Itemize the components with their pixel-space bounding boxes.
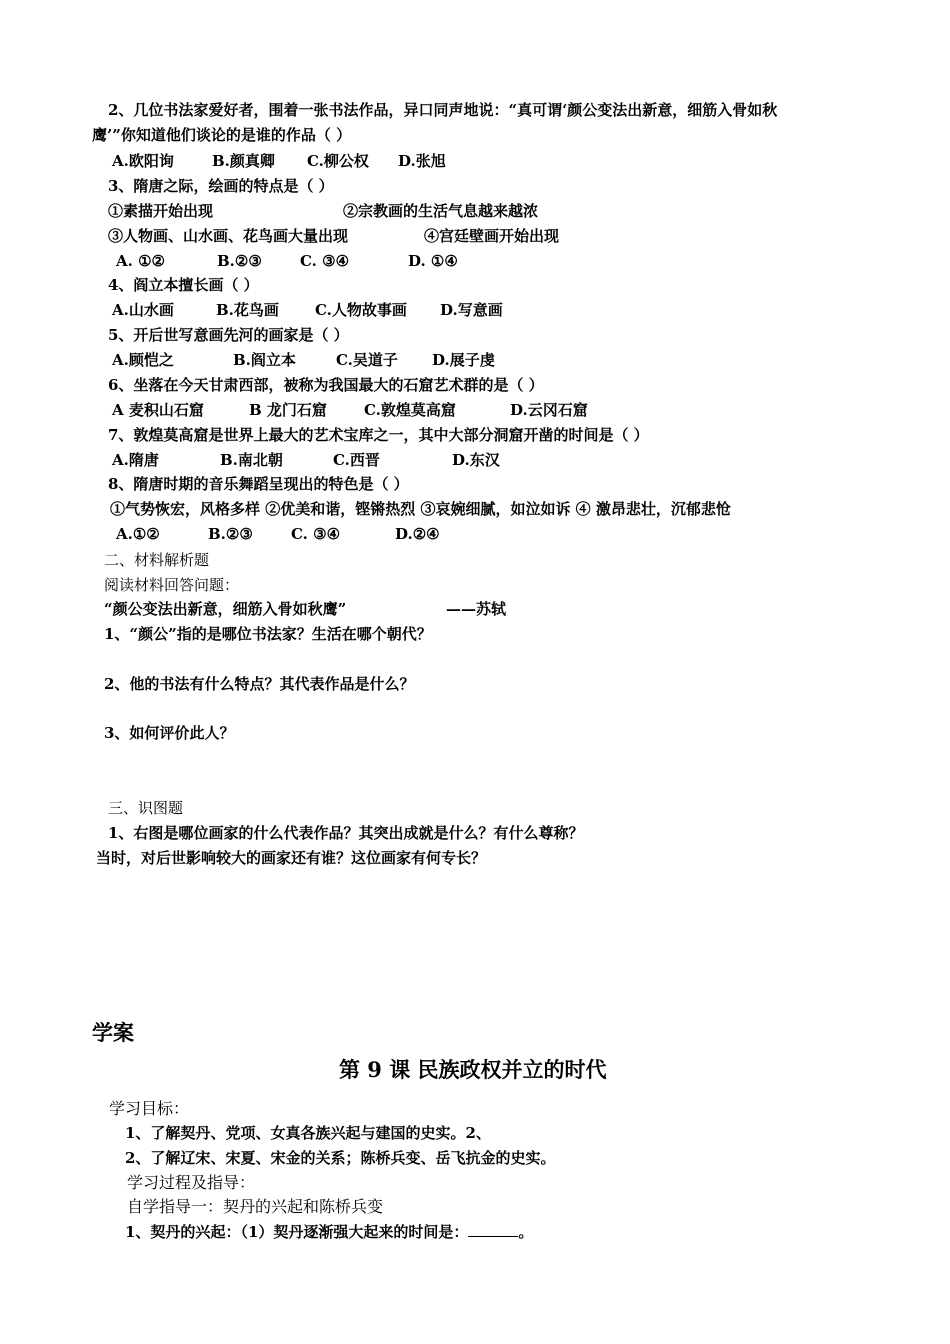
goals-heading: 学习目标：	[109, 1099, 190, 1118]
q7-option-d: D.东汉	[452, 451, 500, 469]
q4-option-a: A.山水画	[112, 301, 174, 319]
section3-q1-line2: 当时，对后世影响较大的画家还有谁？这位画家有何专长？	[96, 849, 487, 867]
process-heading: 学习过程及指导：	[127, 1173, 256, 1192]
q7-option-a: A.隋唐	[112, 451, 159, 469]
q5-option-c: C.吴道子	[336, 351, 398, 369]
section2-quote: “颜公变法出新意，细筋入骨如秋鹰”	[104, 600, 347, 618]
q4-option-b: B.花鸟画	[216, 301, 279, 319]
answer-blank[interactable]	[468, 1222, 518, 1237]
q6-option-a: A 麦积山石窟	[112, 401, 204, 419]
q8-option-a: A.①②	[116, 525, 160, 543]
q6-option-c: C.敦煌莫高窟	[364, 401, 456, 419]
q3-option-b: B.②③	[217, 252, 262, 270]
section2-question-3: 3、如何评价此人？	[104, 724, 235, 742]
q5-option-a: A.顾恺之	[112, 351, 174, 369]
item-1-suffix: 。	[518, 1223, 534, 1241]
q8-option-d: D.②④	[395, 525, 440, 543]
q2-line1: 2、几位书法家爱好者，围着一张书法作品，异口同声地说：“真可谓‘颜公变法出新意，细筋入骨如秋	[108, 101, 778, 119]
q2-option-c: C.柳公权	[307, 152, 369, 170]
q8-option-c: C. ③④	[291, 525, 341, 543]
q3-item-4: ④宫廷壁画开始出现	[424, 227, 560, 245]
q6-option-b: B 龙门石窟	[249, 401, 327, 419]
section3-q1-line1: 1、右图是哪位画家的什么代表作品？其突出成就是什么？有什么尊称？	[108, 824, 584, 842]
q7-option-b: B.南北朝	[220, 451, 283, 469]
xuean-label: 学案	[92, 1020, 134, 1045]
q5-option-b: B.阎立本	[233, 351, 296, 369]
q3-option-c: C. ③④	[300, 252, 350, 270]
q6-option-d: D.云冈石窟	[510, 401, 588, 419]
q7-stem: 7、敦煌莫高窟是世界上最大的艺术宝库之一，其中大部分洞窟开凿的时间是（ ）	[108, 426, 649, 444]
section2-heading: 二、材料解析题	[104, 551, 210, 569]
section2-question-2: 2、他的书法有什么特点？其代表作品是什么？	[104, 675, 415, 693]
lesson-title: 第 9 课 民族政权并立的时代	[339, 1057, 607, 1082]
goal-1: 1、了解契丹、党项、女真各族兴起与建国的史实。2、	[125, 1124, 491, 1142]
q2-option-b: B.颜真卿	[212, 152, 275, 170]
q4-stem: 4、阎立本擅长画（ ）	[108, 276, 259, 294]
section3-heading: 三、识图题	[108, 799, 184, 817]
q2-option-d: D.张旭	[398, 152, 446, 170]
q7-option-c: C.西晋	[333, 451, 380, 469]
section2-author: ——苏轼	[446, 600, 507, 618]
q6-stem: 6、坐落在今天甘肃西部，被称为我国最大的石窟艺术群的是（ ）	[108, 376, 544, 394]
q3-option-a: A. ①②	[116, 252, 165, 270]
q3-item-2: ②宗教画的生活气息越来越浓	[343, 202, 539, 220]
q5-stem: 5、开后世写意画先河的画家是（ ）	[108, 326, 349, 344]
section2-intro: 阅读材料回答问题：	[104, 576, 240, 594]
q8-option-b: B.②③	[208, 525, 253, 543]
goal-2: 2、了解辽宋、宋夏、宋金的关系；陈桥兵变、岳飞抗金的史实。	[125, 1149, 556, 1167]
q8-items: ①气势恢宏，风格多样 ②优美和谐，铿锵热烈 ③哀婉细腻，如泣如诉 ④ 激昂悲壮，沉郁悲怆	[110, 500, 731, 518]
q4-option-c: C.人物故事画	[315, 301, 407, 319]
guide-1: 自学指导一：契丹的兴起和陈桥兵变	[127, 1197, 384, 1216]
q5-option-d: D.展子虔	[432, 351, 495, 369]
q3-option-d: D. ①④	[408, 252, 458, 270]
q3-stem: 3、隋唐之际，绘画的特点是（ ）	[108, 177, 334, 195]
q2-option-a: A.欧阳询	[112, 152, 174, 170]
section2-question-1: 1、“颜公”指的是哪位书法家？生活在哪个朝代？	[104, 625, 432, 643]
q3-item-1: ①素描开始出现	[108, 202, 214, 220]
item-1	[125, 1222, 533, 1242]
q3-item-3: ③人物画、山水画、花鸟画大量出现	[108, 227, 349, 245]
q2-line2: 鹰’”你知道他们谈论的是谁的作品（ ）	[92, 126, 352, 144]
item-1-prefix: 1、契丹的兴起：（1）契丹逐渐强大起来的时间是：	[125, 1223, 469, 1241]
q4-option-d: D.写意画	[440, 301, 503, 319]
q8-stem: 8、隋唐时期的音乐舞蹈呈现出的特色是（ ）	[108, 475, 409, 493]
